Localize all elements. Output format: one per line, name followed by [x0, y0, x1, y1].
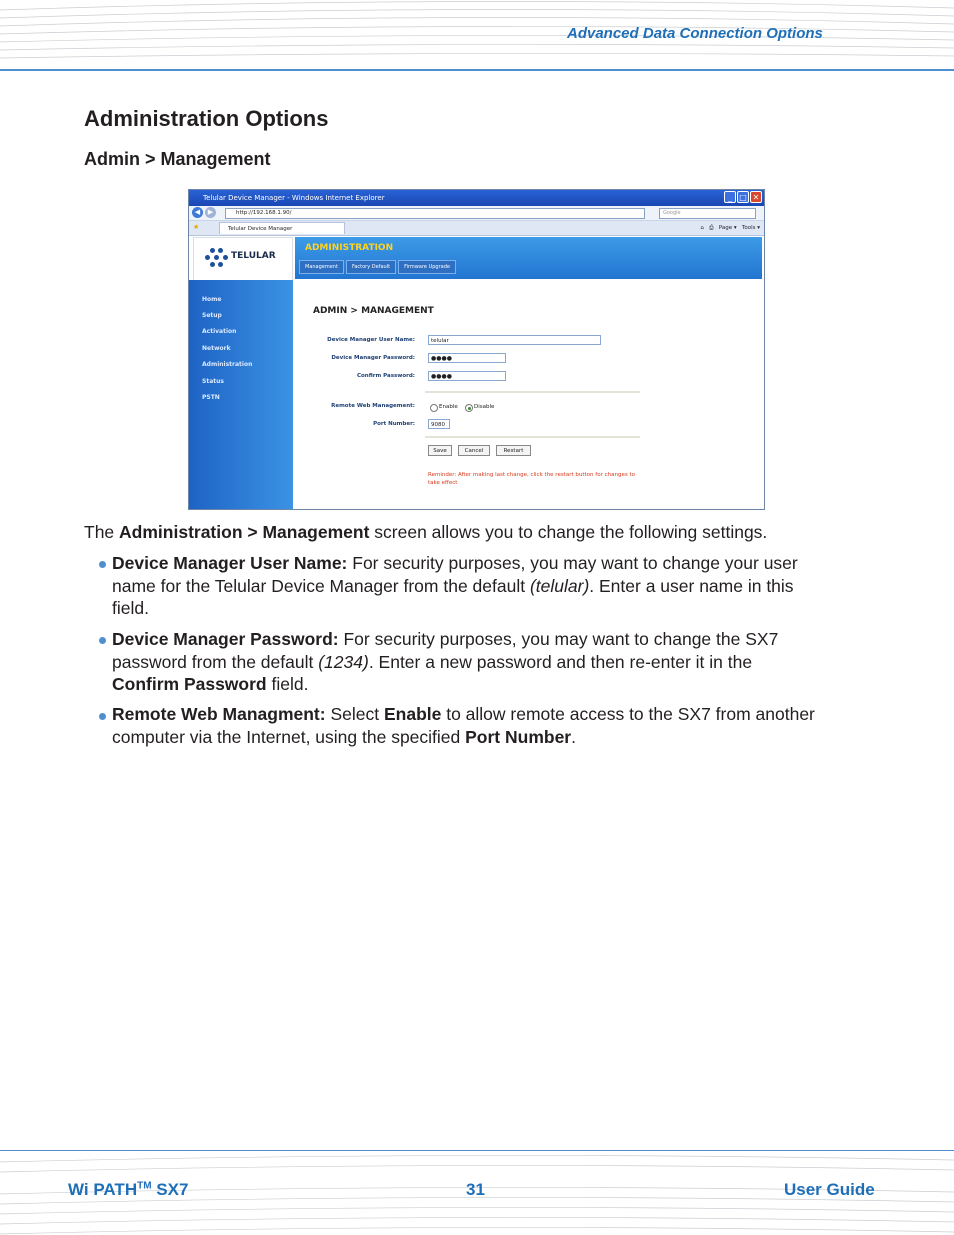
bullet-icon [99, 637, 106, 644]
bullet-text: . Enter a new password and then re-enter it in the [368, 651, 753, 672]
save-button[interactable]: Save [428, 445, 452, 456]
disable-radio[interactable] [465, 404, 473, 412]
enable-radio[interactable] [430, 404, 438, 412]
side-navigation [189, 280, 293, 509]
nav-setup[interactable]: Setup [202, 312, 222, 319]
browser-toolbar: ⌂ ⎙ Page ▾ Tools ▾ [700, 225, 760, 231]
home-icon[interactable]: ⌂ [700, 225, 704, 231]
telular-logo [193, 237, 293, 281]
port-number-label: Port Number: [373, 421, 415, 427]
port-number-input[interactable]: 9080 [428, 419, 450, 429]
tab-firmware-upgrade[interactable]: Firmware Upgrade [398, 260, 456, 274]
bullet-user-name [112, 552, 872, 620]
bullet-text: For security purposes, you may want to change your user [347, 553, 798, 573]
bullet-term: Confirm Password [112, 674, 267, 694]
back-icon[interactable]: ◀ [192, 207, 203, 218]
nav-network[interactable]: Network [202, 345, 231, 352]
bullet-text: . Enter a user name in this [589, 575, 794, 596]
close-icon[interactable]: ✕ [750, 191, 762, 203]
product-model: SX7 [151, 1180, 189, 1199]
browser-titlebar [189, 190, 764, 206]
bullet-text: computer via the Internet, using the specified [112, 726, 466, 747]
enable-label: Enable [439, 404, 458, 410]
remote-management-label: Remote Web Management: [331, 403, 415, 409]
footer-product [68, 1180, 188, 1200]
page-number: 31 [466, 1180, 485, 1199]
bullet-text: name for the Telular Device Manager from the default [112, 575, 530, 596]
section-title: Advanced Data Connection Options [567, 25, 823, 42]
content-panel [293, 280, 764, 509]
page-menu[interactable]: Page [718, 225, 733, 231]
url-input[interactable]: http://192.168.1.90/ [225, 208, 645, 219]
bullet-remote [112, 703, 892, 748]
bullet-icon [99, 713, 106, 720]
cancel-button[interactable]: Cancel [458, 445, 490, 456]
bullet-term: Device Manager Password: [112, 629, 339, 649]
tab-management[interactable]: Management [299, 260, 344, 274]
password-input[interactable]: ●●●● [428, 353, 506, 363]
disable-label: Disable [474, 404, 495, 410]
browser-tab[interactable]: Telular Device Manager [219, 222, 345, 234]
user-name-label: Device Manager User Name: [327, 337, 415, 343]
intro-pre: The [84, 522, 120, 542]
header-rule [0, 69, 954, 71]
bullet-term: Port Number [465, 726, 572, 747]
footer-guide: User Guide [784, 1180, 875, 1199]
favorites-star-icon[interactable]: ★ [193, 223, 200, 231]
forward-icon[interactable]: ▶ [205, 207, 216, 218]
nav-administration[interactable]: Administration [202, 361, 253, 368]
intro-bold: Administration > Management [119, 522, 370, 542]
trademark: TM [137, 1180, 152, 1192]
print-icon[interactable]: ⎙ [709, 225, 714, 231]
intro-post: screen allows you to change the following settings. [369, 522, 768, 542]
nav-pstn[interactable]: PSTN [202, 394, 220, 401]
bullet-text: For security purposes, you may want to change the SX7 [338, 629, 779, 649]
confirm-password-input[interactable]: ●●●● [428, 371, 506, 381]
tab-factory-default[interactable]: Factory Default [346, 260, 396, 274]
bullet-icon [99, 561, 106, 568]
bullet-text: field. [266, 674, 309, 694]
nav-status[interactable]: Status [202, 378, 224, 385]
default-value: (1234) [318, 651, 369, 672]
default-value: (telular) [529, 575, 590, 596]
bullet-term: Device Manager User Name: [112, 553, 348, 573]
window-title: Telular Device Manager - Windows Internet Explorer [203, 194, 385, 202]
address-bar [189, 206, 764, 221]
bullet-text: to allow remote access to the SX7 from another [441, 704, 815, 724]
page-title: Administration Options [84, 106, 329, 131]
bullet-text: password from the default [112, 651, 319, 672]
confirm-password-label: Confirm Password: [356, 373, 415, 379]
form-divider [425, 391, 640, 393]
page-subtitle: Admin > Management [84, 149, 271, 169]
footer-rule [0, 1150, 954, 1151]
bullet-password [112, 628, 872, 696]
search-input[interactable]: Google [659, 208, 756, 219]
logo-text: TELULAR [231, 251, 276, 261]
intro-paragraph [84, 521, 767, 544]
admin-banner [295, 237, 762, 279]
minimize-icon[interactable]: _ [724, 191, 736, 203]
form-divider-2 [425, 436, 640, 438]
restart-button[interactable]: Restart [496, 445, 531, 456]
maximize-icon[interactable]: □ [737, 191, 749, 203]
web-page [189, 234, 764, 509]
bullet-text: Select [325, 704, 384, 724]
bullet-term: Remote Web Managment: [112, 704, 326, 724]
bullet-text: field. [112, 598, 149, 618]
bullet-text: . [571, 726, 576, 747]
product-name: Wi PATH [68, 1180, 138, 1199]
admin-title: ADMINISTRATION [305, 243, 394, 253]
reminder-text: Reminder: After making last change, click the restart button for changes to take effect [428, 472, 635, 486]
nav-home[interactable]: Home [202, 296, 222, 303]
screenshot-figure [188, 189, 765, 510]
password-label: Device Manager Password: [331, 355, 415, 361]
user-name-input[interactable]: telular [428, 335, 601, 345]
content-title: ADMIN > MANAGEMENT [313, 306, 434, 316]
nav-activation[interactable]: Activation [202, 328, 237, 335]
tools-menu[interactable]: Tools [741, 225, 756, 231]
bullet-term: Enable [383, 704, 442, 724]
